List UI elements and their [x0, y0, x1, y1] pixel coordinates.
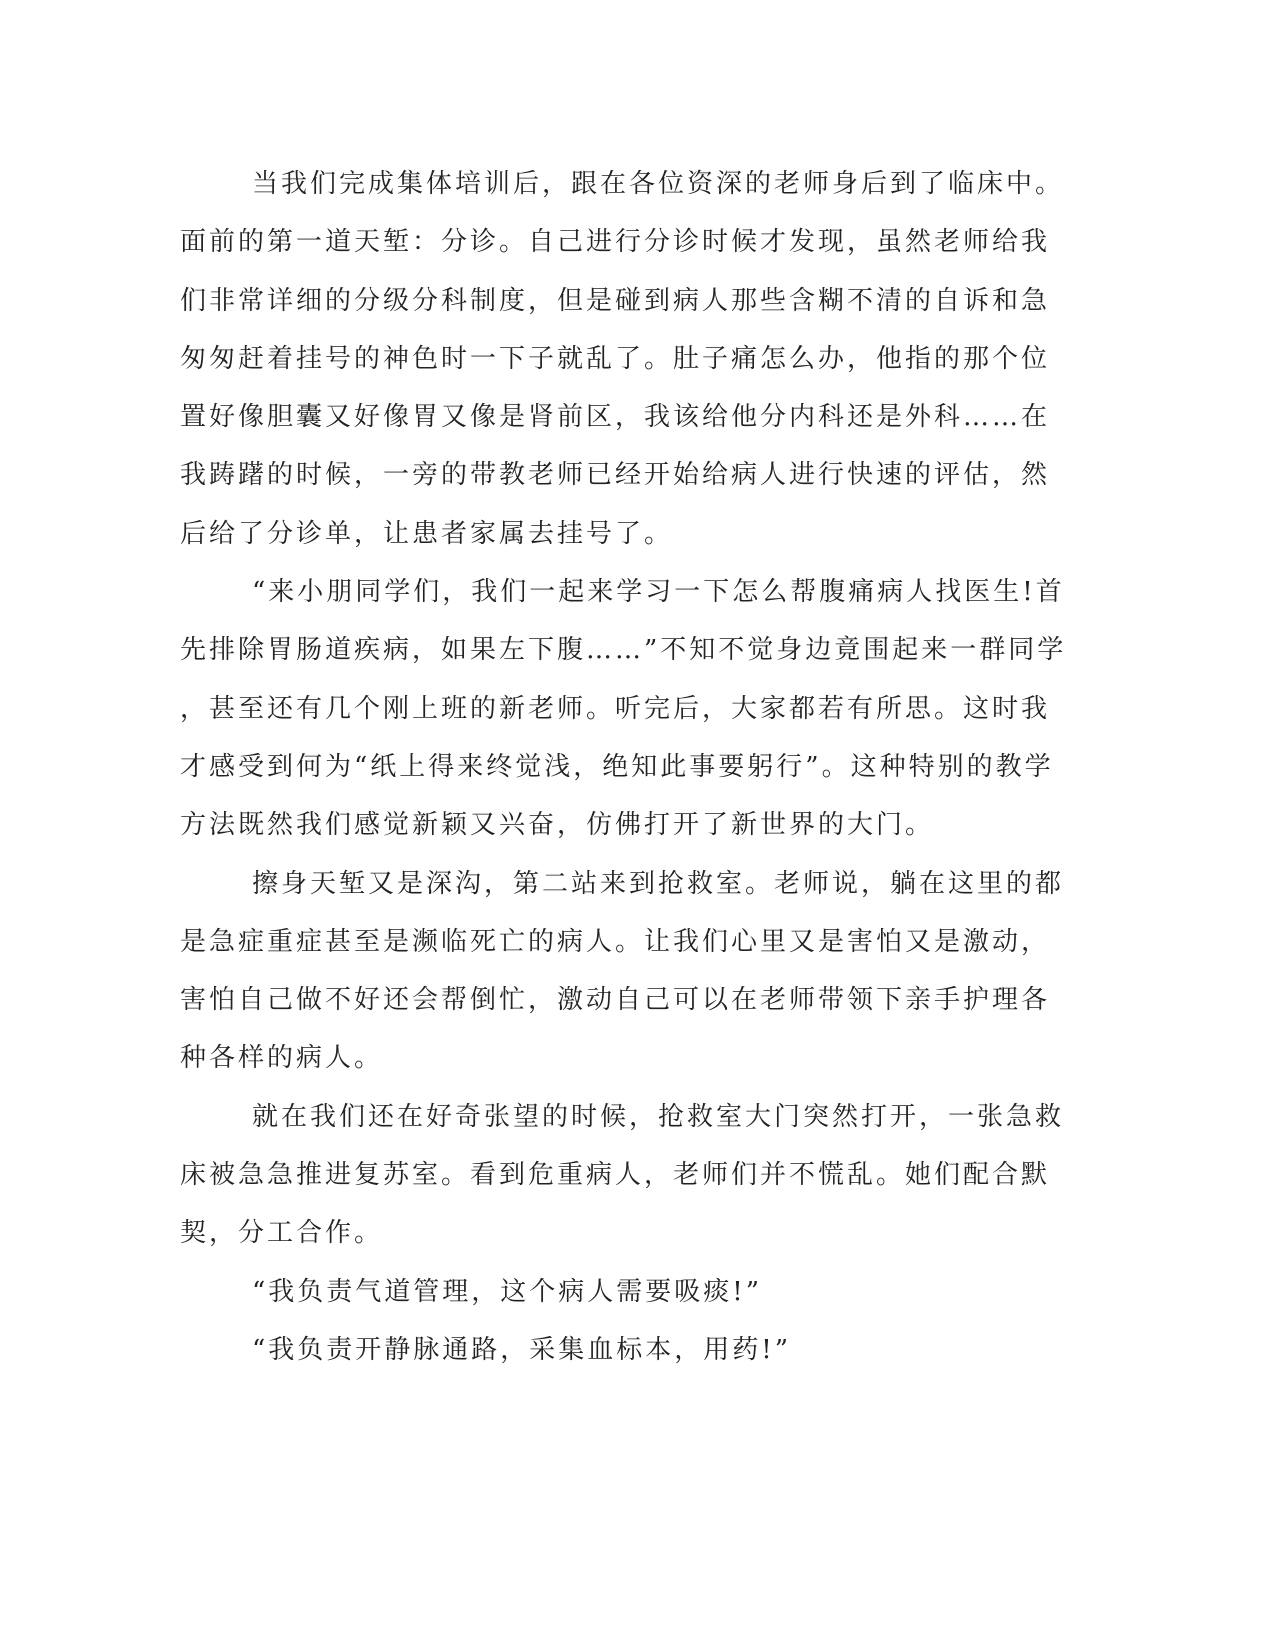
text-line: 擦身天堑又是深沟，第二站来到抢救室。老师说，躺在这里的都 — [252, 868, 1065, 899]
text-line: 就在我们还在好奇张望的时候，抢救室大门突然打开，一张急救 — [252, 1101, 1065, 1132]
text-line: 种各样的病人。 — [180, 1043, 384, 1074]
text-line: 后给了分诊单，让患者家属去挂号了。 — [180, 518, 674, 549]
text-line: 我踌躇的时候，一旁的带教老师已经开始给病人进行快速的评估，然 — [180, 460, 1051, 491]
text-line: 契，分工合作。 — [180, 1218, 384, 1249]
text-line: ，甚至还有几个刚上班的新老师。听完后，大家都若有所思。这时我 — [180, 693, 1051, 724]
text-line: “来小朋同学们，我们一起来学习一下怎么帮腹痛病人找医生!首 — [252, 577, 1065, 608]
text-line: “我负责气道管理，这个病人需要吸痰!” — [252, 1276, 763, 1307]
body-text — [180, 155, 1067, 1379]
text-line: 先排除胃肠道疾病，如果左下腹……”不知不觉身边竟围起来一群同学 — [180, 635, 1067, 666]
text-line: 方法既然我们感觉新颖又兴奋，仿佛打开了新世界的大门。 — [180, 810, 935, 841]
text-line: 是急症重症甚至是濒临死亡的病人。让我们心里又是害怕又是激动， — [180, 926, 1051, 957]
text-line: 床被急急推进复苏室。看到危重病人，老师们并不慌乱。她们配合默 — [180, 1160, 1051, 1191]
text-line: 才感受到何为“纸上得来终觉浅，绝知此事要躬行”。这种特别的教学 — [180, 751, 1054, 782]
text-line: “我负责开静脉通路，采集血标本，用药!” — [252, 1334, 792, 1365]
text-line: 害怕自己做不好还会帮倒忙，激动自己可以在老师带领下亲手护理各 — [180, 985, 1051, 1016]
text-line: 当我们完成集体培训后，跟在各位资深的老师身后到了临床中。 — [252, 169, 1065, 199]
text-line: 置好像胆囊又好像胃又像是肾前区，我该给他分内科还是外科……在 — [180, 402, 1051, 433]
text-line: 们非常详细的分级分科制度，但是碰到病人那些含糊不清的自诉和急 — [180, 285, 1051, 316]
text-line: 面前的第一道天堑：分诊。自己进行分诊时候才发现，虽然老师给我 — [180, 227, 1051, 258]
text-line: 匆匆赶着挂号的神色时一下子就乱了。肚子痛怎么办，他指的那个位 — [180, 343, 1051, 374]
